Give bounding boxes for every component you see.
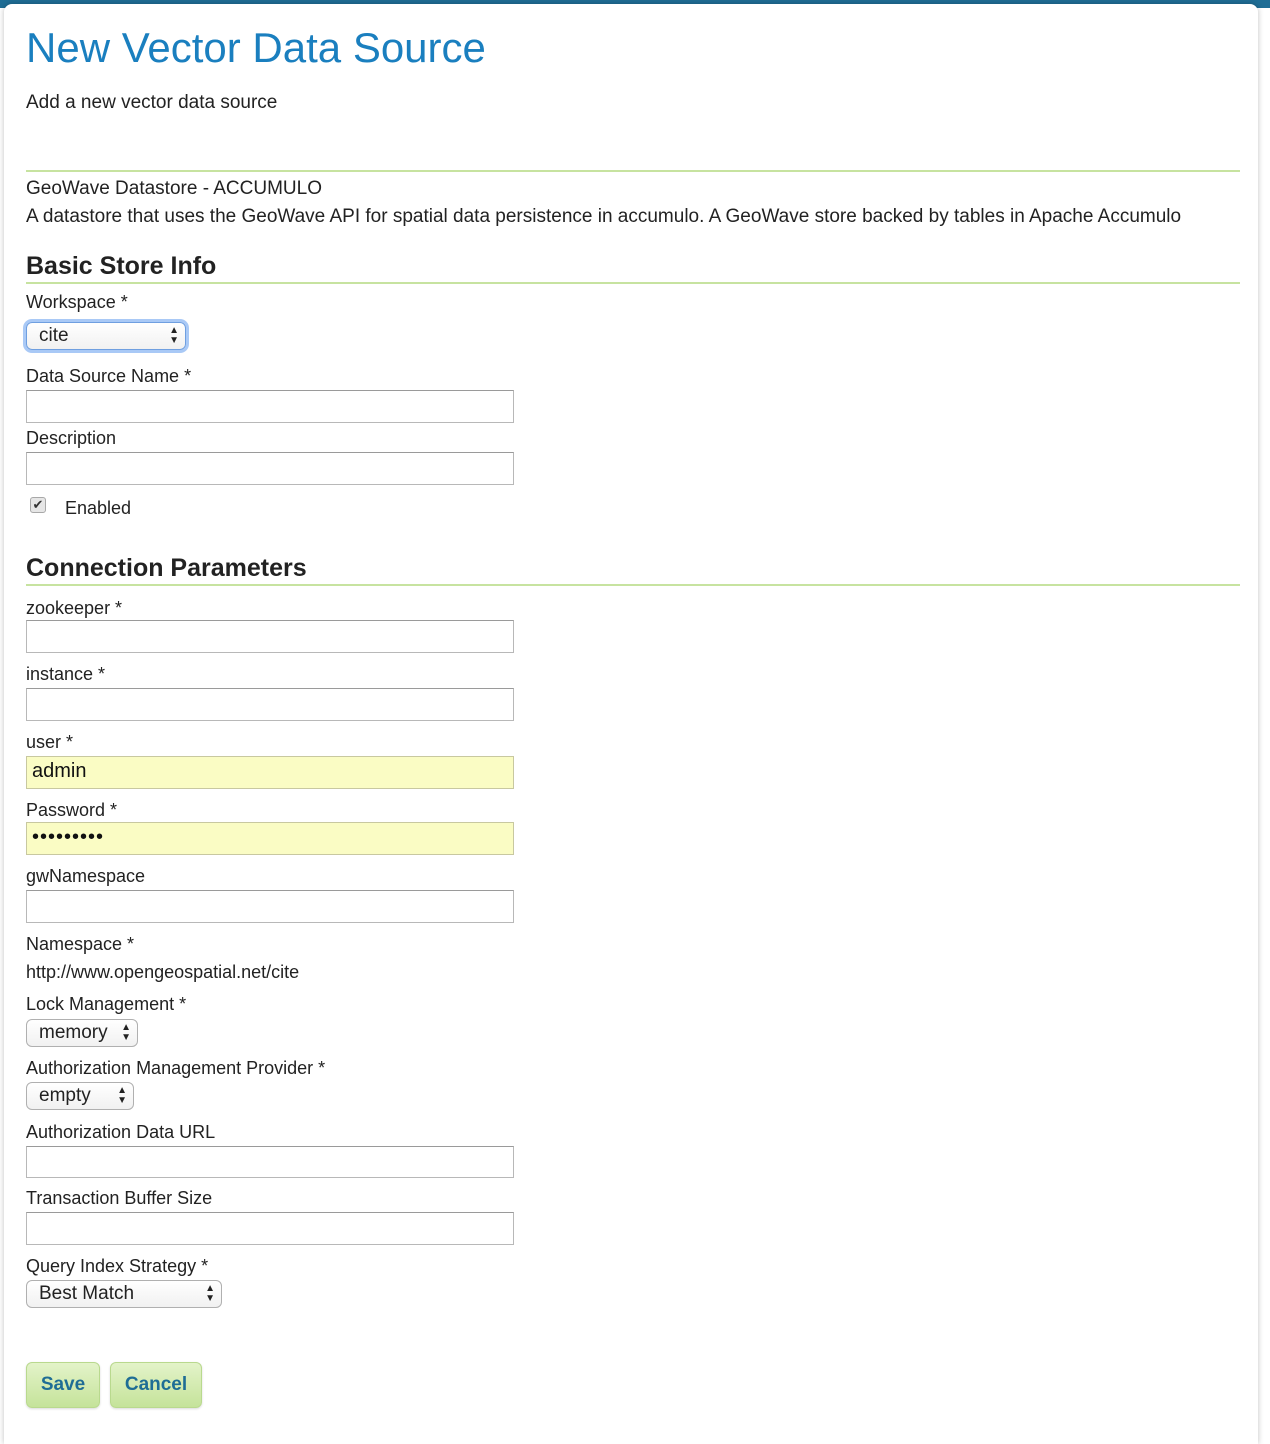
instance-input[interactable] bbox=[26, 688, 514, 721]
connection-parameters-heading: Connection Parameters bbox=[26, 554, 307, 582]
user-label: user * bbox=[26, 732, 74, 752]
authorization-data-url-label: Authorization Data URL bbox=[26, 1122, 216, 1142]
save-button[interactable]: Save bbox=[26, 1362, 100, 1408]
lock-management-label: Lock Management * bbox=[26, 994, 187, 1014]
authorization-provider-select[interactable] bbox=[26, 1082, 134, 1110]
select-arrows-icon: ▲ ▼ bbox=[169, 325, 179, 346]
namespace-value: http://www.opengeospatial.net/cite bbox=[26, 962, 300, 982]
zookeeper-label: zookeeper * bbox=[26, 598, 123, 618]
divider bbox=[26, 282, 1240, 284]
select-arrows-icon: ▲ ▼ bbox=[121, 1022, 131, 1043]
enabled-label: Enabled bbox=[65, 498, 132, 518]
data-source-name-input[interactable] bbox=[26, 390, 514, 423]
lock-management-select[interactable] bbox=[26, 1019, 138, 1047]
gwnamespace-input[interactable] bbox=[26, 890, 514, 923]
select-arrows-icon: ▲ ▼ bbox=[205, 1283, 215, 1304]
user-input[interactable]: admin bbox=[26, 756, 514, 789]
workspace-select[interactable] bbox=[26, 322, 186, 350]
page-title: New Vector Data Source bbox=[26, 24, 486, 71]
gwnamespace-label: gwNamespace bbox=[26, 866, 146, 886]
transaction-buffer-size-label: Transaction Buffer Size bbox=[26, 1188, 213, 1208]
divider bbox=[26, 170, 1240, 172]
lock-management-select-value: memory bbox=[39, 1022, 108, 1043]
authorization-data-url-input[interactable] bbox=[26, 1146, 514, 1178]
form-panel bbox=[4, 4, 1258, 1444]
transaction-buffer-size-input[interactable] bbox=[26, 1212, 514, 1245]
divider bbox=[26, 584, 1240, 586]
checkmark-icon: ✔ bbox=[32, 497, 44, 512]
store-type-description: A datastore that uses the GeoWave API for spatial data persistence in accumulo. A GeoWave store backed by tables in Apache Accumulo bbox=[26, 206, 1182, 227]
zookeeper-input[interactable] bbox=[26, 620, 514, 653]
basic-store-info-heading: Basic Store Info bbox=[26, 252, 217, 280]
password-input[interactable]: ••••••••• bbox=[26, 822, 514, 855]
data-source-name-label: Data Source Name * bbox=[26, 366, 192, 386]
query-index-strategy-select[interactable] bbox=[26, 1280, 222, 1308]
description-label: Description bbox=[26, 428, 117, 448]
query-index-strategy-label: Query Index Strategy * bbox=[26, 1256, 209, 1276]
authorization-provider-label: Authorization Management Provider * bbox=[26, 1058, 326, 1078]
store-type-name: GeoWave Datastore - ACCUMULO bbox=[26, 178, 322, 199]
select-arrows-icon: ▲ ▼ bbox=[117, 1085, 127, 1106]
query-index-strategy-select-value: Best Match bbox=[39, 1283, 135, 1304]
workspace-label: Workspace * bbox=[26, 292, 128, 312]
cancel-button[interactable]: Cancel bbox=[110, 1362, 202, 1408]
description-input[interactable] bbox=[26, 452, 514, 485]
page-subtitle: Add a new vector data source bbox=[26, 92, 278, 113]
instance-label: instance * bbox=[26, 664, 106, 684]
workspace-select-value: cite bbox=[39, 325, 69, 346]
password-label: Password * bbox=[26, 800, 118, 820]
enabled-checkbox[interactable] bbox=[30, 497, 46, 513]
authorization-provider-select-value: empty bbox=[39, 1085, 91, 1106]
namespace-label: Namespace * bbox=[26, 934, 135, 954]
